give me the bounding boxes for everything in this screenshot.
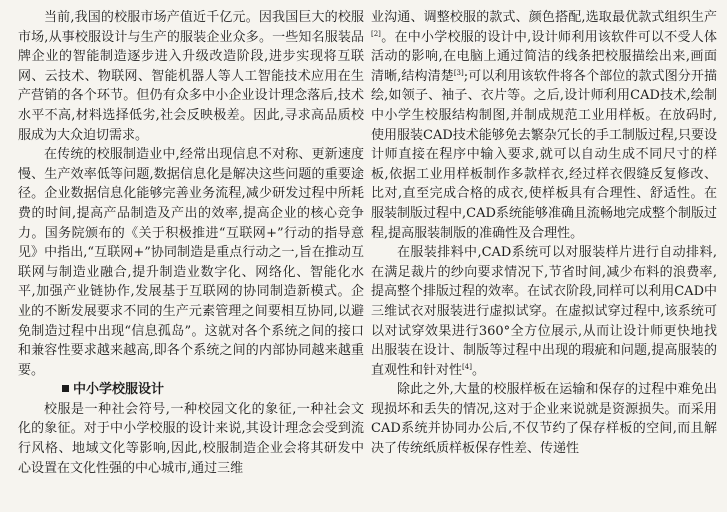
citation-4: [4] <box>462 362 472 371</box>
citation-2: [2] <box>371 29 381 38</box>
citation-3: [3] <box>453 68 464 77</box>
paragraph-cad-design-tail: 。在中小学校服的设计中,设计师利用该软件可以不受人体活动的影响,在电脑上通过简洁的线条把校服描绘出来,画面清晰,结构清楚 <box>371 29 717 84</box>
paragraph-cad-marking-end: 。 <box>471 362 485 378</box>
paragraph-sample-storage: 除此之外,大量的校服样板在运输和保存的过程中难免出现损坏和丢失的情况,这对于企业来说就是资源损失。而采用CAD系统并协同办公后,不仅节约了保存样板的空间,而且解决了传统纸质样板保存性差、传递性 <box>371 382 717 457</box>
paragraph-cad-design-end: ;可以利用该软件将各个部位的款式图分开描绘,如领子、袖子、衣片等。之后,设计师利用CAD技术,绘制中小学生校服结构制图,并制成规范工业用样板。在放码时,使用服装CAD技术能够免去繁杂冗长的手工制版过程,只要设计师直接在程序中输入要求,就可以自动生成不同尺寸的样板,依据工业用样板制作多款样衣,经过样衣假缝反复修改、比对,直至完成合格的成衣,使样板具有合理性、舒适性。在服装制版过程中,CAD系统能够准确且流畅地完成整个制版过程,提高服装制版的准确性及合理性。 <box>371 68 717 241</box>
paragraph-cad-marking <box>371 243 717 380</box>
paragraph-uniform-symbol: 校服是一种社会符号,一种校园文化的象征,一种社会文化的象征。对于中小学校服的设计来说,其设计理念会受到流行风格、地域文化等影响,因此,校服制造企业会将其研发中心设置在文化性强的中心城市,通过三维 <box>18 401 364 476</box>
right-column <box>371 8 717 459</box>
paragraph-cad-marking-text: 在服装排料中,CAD系统可以对服装样片进行自动排料,在满足裁片的纱向要求情况下,节省时间,减少布料的浪费率,提高整个排版过程的效率。在试衣阶段,同样可以利用CAD中三维试衣对服装进行虚拟试穿。在虚拟试穿过程中,该系统可以对试穿效果进行360°全方位展示,从而让设计师更快地找出服装在设计、制版等过程中出现的瑕疵和问题,提高服装的直观性和针对性 <box>371 245 717 378</box>
square-bullet-icon <box>62 385 69 392</box>
paragraph-market-intro: 当前,我国的校服市场产值近千亿元。因我国巨大的校服市场,从事校服设计与生产的服装企业众多。一些知名服装品牌企业的智能制造逐步进入升级改造阶段,进步实现将互联网、云技术、物联网、智能机器人等人工智能技术应用在生产营销的各个环节。但仍有众多中小企业设计理念落后,技术水平不高,材料选择低劣,社会反映极差。因此,寻求高品质校服成为大众迫切需求。 <box>18 10 364 143</box>
paragraph-cad-design-text: 业沟通、调整校服的款式、颜色搭配,选取最优款式组织生产 <box>371 10 717 25</box>
paragraph-cad-design <box>371 8 717 243</box>
section-heading <box>18 380 364 400</box>
left-column <box>18 8 364 478</box>
paragraph-information-collaboration: 在传统的校服制造业中,经常出现信息不对称、更新速度慢、生产效率低等问题,数据信息化是解决这些问题的重要途径。企业数据信息化能够完善业务流程,减少研发过程中所耗费的时间,提高产品制造及产出的效率,提高企业的核心竞争力。国务院颁布的《关于积极推进“互联网+”行动的指导意见》中指出,“互联网+”协同制造是重点行动之一,旨在推动互联网与制造业融合,提升制造业数字化、网络化、智能化水平,加强产业链协作,发展基于互联网的协同制造新模式。企业的不断发展要求不同的生产元素管理之间要相互协同,以避免制造过程中出现“信息孤岛”。这就对各个系统之间的接口和兼容性要求越来越高,即各个系统之间的内部协同越来越重要。 <box>18 147 364 378</box>
section-heading-text: 中小学校服设计 <box>73 382 165 398</box>
